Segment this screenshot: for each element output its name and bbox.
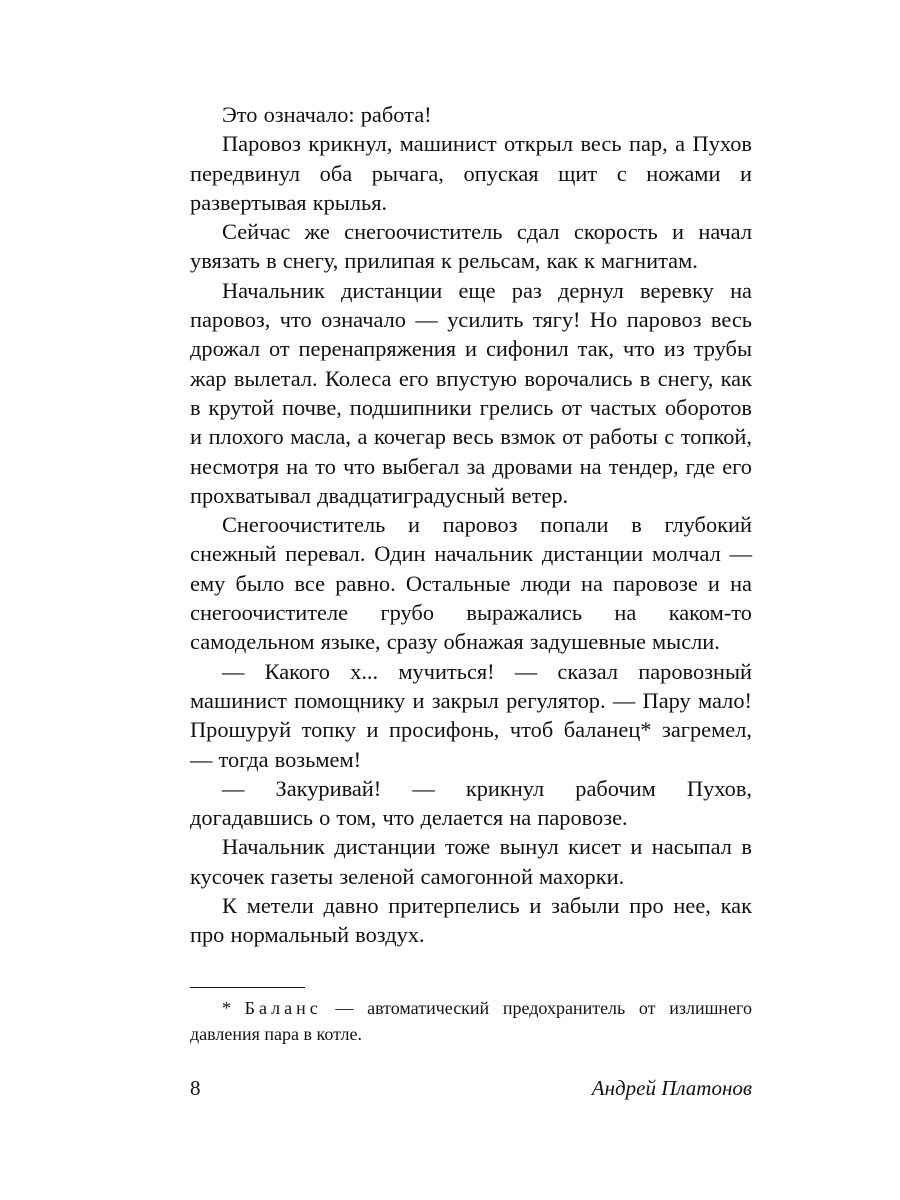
footnote-term: Баланс — [244, 998, 322, 1018]
body-text — [190, 100, 752, 950]
paragraph-8: Начальник дистанции тоже вынул кисет и насыпал в кусочек газеты зеленой самогонной махорки. — [190, 834, 752, 889]
paragraph-7: — Закуривай! — крикнул рабочим Пухов, догадавшись о том, что делается на паровозе. — [190, 775, 752, 831]
paragraph-1: Это означало: работа! — [222, 102, 432, 127]
paragraph-9: К метели давно притерпелись и забыли про нее, как про нормальный воздух. — [190, 893, 752, 948]
footnote-marker: * — [222, 998, 245, 1018]
author-footer: Андрей Платонов — [591, 1076, 752, 1100]
footnote-divider — [190, 987, 305, 988]
footnote — [190, 995, 752, 1047]
paragraph-3: Сейчас же снегоочиститель сдал скорость и начал увязать в снегу, прилипая к рельсам, как к магнитам. — [190, 219, 752, 274]
paragraph-2: Паровоз крикнул, машинист открыл весь пар, а Пухов передвинул оба рычага, опуская щит с ножами и развертывая крылья. — [190, 131, 752, 215]
page-number: 8 — [190, 1076, 201, 1100]
paragraph-4: Начальник дистанции еще раз дернул веревку на паровоз, что означало — усилить тягу! Но паровоз весь дрожал от перенапряжения и сифонил так, что из трубы жар вылетал. Колеса его впустую ворочались в снегу, как в крутой почве, подшипники грелись от частых оборотов и плохого масла, а кочегар весь взмок от работы с топкой, несмотря на то что выбегал за дровами на тендер, где его прохватывал двадцатиградусный ветер. — [190, 277, 752, 508]
paragraph-6: — Какого х... мучиться! — сказал паровозный машинист помощнику и закрыл регулятор. — Пару мало! Прошуруй топку и просифонь, чтоб баланец* загремел, — тогда возьмем! — [190, 658, 752, 772]
footnote-text: — автоматический предохранитель от излишнего давления пара в котле. — [190, 998, 752, 1044]
paragraph-5: Снегоочиститель и паровоз попали в глубокий снежный перевал. Один начальник дистанции молчал — ему было все равно. Остальные люди на паровозе и на снегоочистителе грубо выражались на каком-то самодельном языке, сразу обнажая задушевные мысли. — [190, 512, 752, 655]
